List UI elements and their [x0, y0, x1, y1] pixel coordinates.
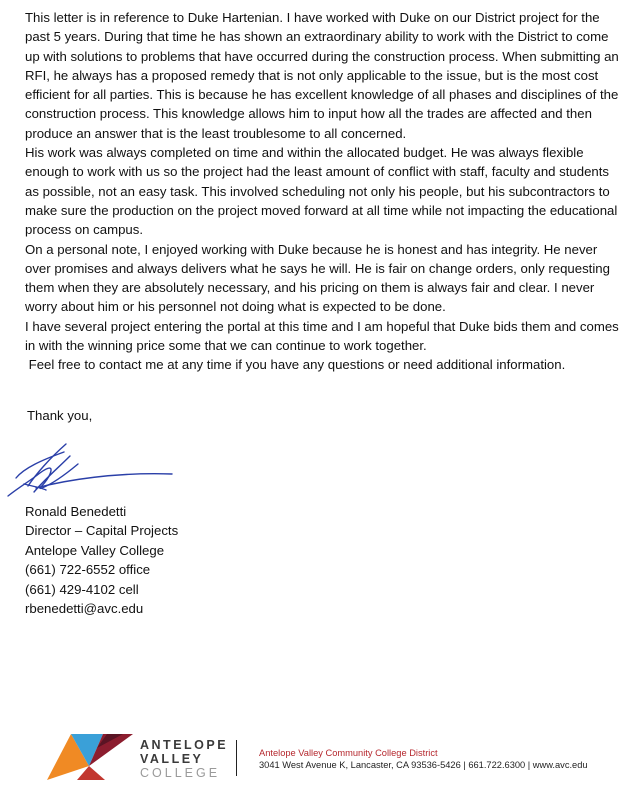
signature-block: [25, 502, 178, 618]
letter-paragraph: On a personal note, I enjoyed working with Duke because he is honest and has integrity. He never over promises and always delivers what he says he will. He is fair on change orders, only requesting them when they are absolutely necessary, and his pricing on them is always fair and clear. I never worry about him or his personnel not doing what is expected to be done.: [25, 241, 610, 315]
signer-title: Director – Capital Projects: [25, 523, 179, 539]
letter-body: [25, 8, 625, 375]
district-name: Antelope Valley Community College District: [259, 748, 438, 758]
district-address: 3041 West Avenue K, Lancaster, CA 93536-5426 | 661.722.6300 | www.avc.edu: [259, 760, 588, 770]
letter-paragraph: His work was always completed on time and within the allocated budget. He was always flexible enough to work with us so the project had the least amount of conflict with staff, faculty and students as possible, not an easy task. This involved scheduling not only his people, but his subcontractors to make sure the production on the project moved forward at all time while not impacting the educational process on campus.: [25, 145, 618, 238]
logo-wordmark: [140, 738, 228, 780]
footer-divider: [236, 740, 237, 776]
letter-paragraph: I have several project entering the portal at this time and I am hopeful that Duke bids them and comes in with the winning price some that we can continue to work together.: [25, 318, 619, 354]
handwritten-signature: [6, 438, 176, 500]
closing-line: Thank you,: [27, 408, 93, 423]
signer-organization: Antelope Valley College: [25, 542, 165, 558]
signer-name: Ronald Benedetti: [25, 504, 127, 519]
logo-line-valley: VALLEY: [140, 752, 204, 766]
logo-line-antelope: ANTELOPE: [140, 738, 229, 752]
logo-line-college: COLLEGE: [140, 766, 221, 780]
email-address: rbenedetti@avc.edu: [25, 601, 144, 617]
cell-phone: (661) 429-4102 cell: [25, 581, 139, 597]
office-phone: (661) 722-6552 office: [25, 562, 151, 578]
letter-paragraph: This letter is in reference to Duke Hartenian. I have worked with Duke on our District project for the past 5 years. During that time he has shown an extraordinary ability to work with the District to come up with solutions to problems that have occurred during the construction process. When submitting an RFI, he always has a proposed remedy that is not only applicable to the issue, but is the most cost efficient for all parties. This is because he has excellent knowledge of all phases and disciplines of the construction process. This knowledge allows him to input how all the trades are affected and then produce an answer that is the least troublesome to all concerned.: [25, 10, 619, 141]
footer-contact: [259, 747, 588, 771]
letter-paragraph: Feel free to contact me at any time if you have any questions or need additional information.: [25, 357, 566, 373]
